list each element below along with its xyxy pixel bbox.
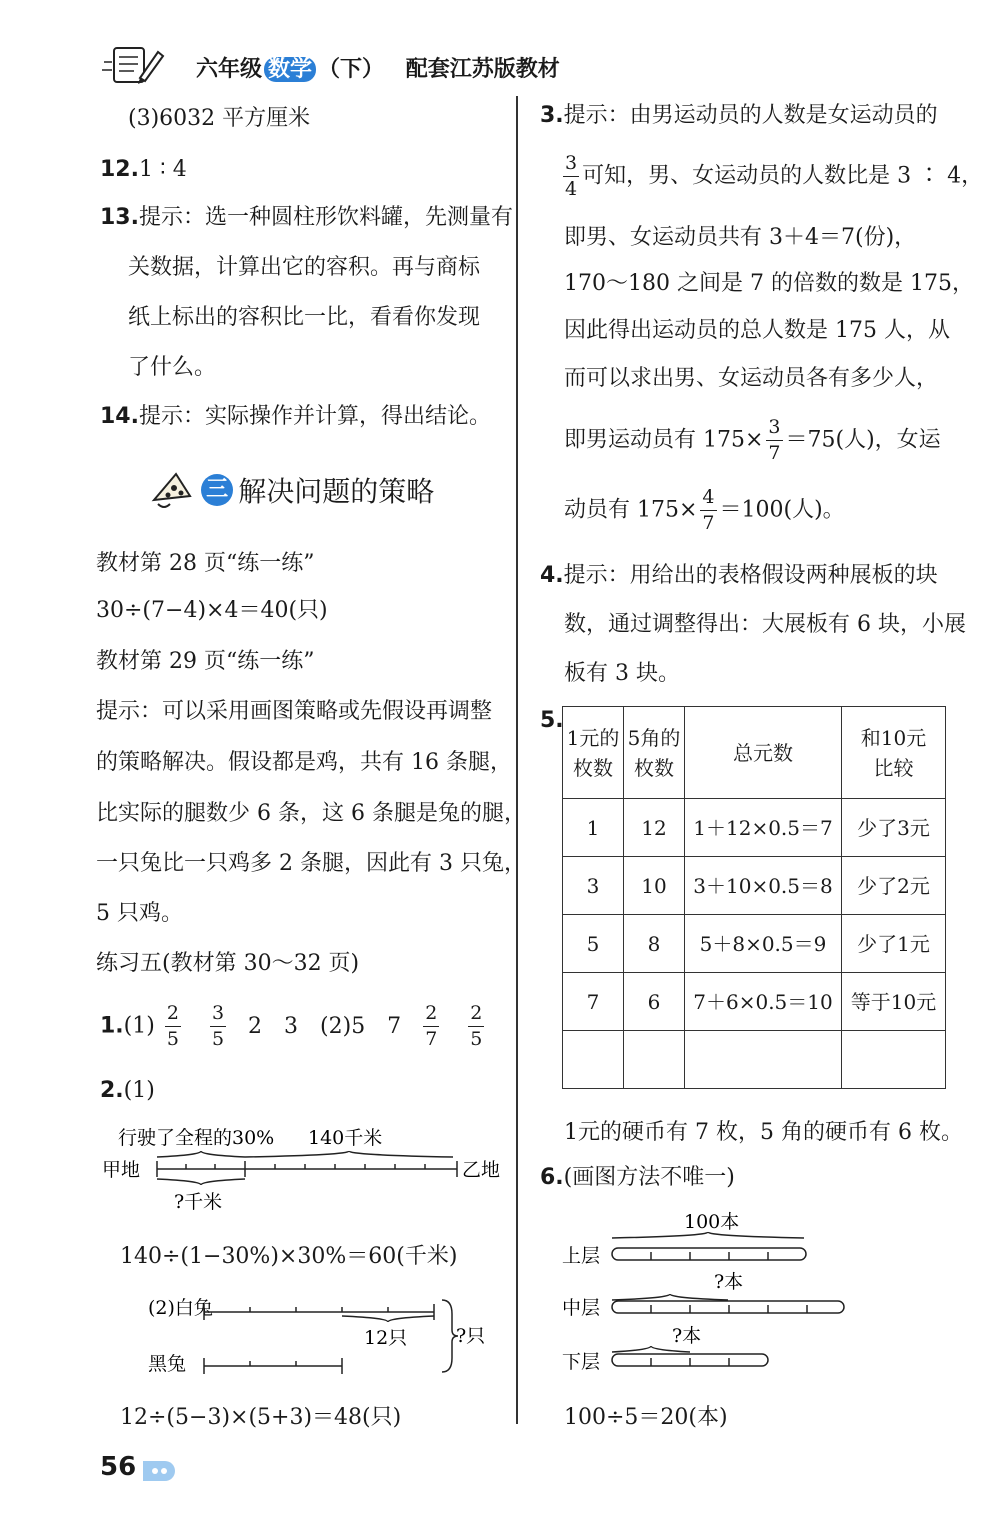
q2-number: 2. — [100, 1078, 124, 1103]
table-row — [563, 857, 946, 915]
q14-text: 提示：实际操作并计算，得出结论。 — [138, 404, 491, 429]
q6-answer: 100÷5＝20(本) — [564, 1405, 728, 1430]
q2 — [100, 1080, 155, 1102]
diagram-left-label: 甲地 — [102, 1159, 141, 1181]
q13-line-3: 纸上标出的容积比一比，看看你发现 — [128, 305, 481, 330]
lower-shelf-label: 下层 — [562, 1351, 601, 1373]
table-row — [563, 915, 946, 973]
section-number-badge: 三 — [201, 474, 233, 506]
q3-line-3: 即男、女运动员共有 3＋4＝7(份)， — [564, 225, 917, 250]
q5-answer: 1元的硬币有 7 枚，5 角的硬币有 6 枚。 — [564, 1120, 963, 1145]
table-header-cell: 总元数 — [685, 707, 842, 799]
header-edition: 配套江苏版教材 — [405, 57, 560, 82]
q3-fraction-2 — [766, 418, 782, 463]
section-title: 解决问题的策略 — [238, 475, 435, 508]
q2b-answer: 12÷(5−3)×(5+3)＝48(只) — [120, 1405, 402, 1430]
q3-line-8b: ＝100(人)。 — [719, 497, 845, 523]
p28-answer: 30÷(7−4)×4＝40(只) — [96, 598, 328, 623]
numerator: 4 — [700, 488, 716, 511]
table-cell: 少了3元 — [842, 799, 946, 857]
answer-line: (3)6032 平方厘米 — [128, 106, 311, 131]
q12-number: 12. — [100, 157, 139, 182]
table-cell — [685, 1031, 842, 1089]
table-cell: 少了2元 — [842, 857, 946, 915]
p28-heading: 教材第 28 页“练一练” — [96, 551, 315, 576]
header-term: （下） — [318, 57, 385, 82]
q14 — [100, 406, 491, 428]
denominator: 5 — [470, 1028, 483, 1050]
q6-number: 6. — [540, 1165, 564, 1190]
page-number-decoration-icon — [141, 1459, 175, 1483]
table-header-cell: 5角的 枚数 — [624, 707, 685, 799]
denominator: 7 — [425, 1028, 438, 1050]
q1-fraction-4 — [468, 1004, 484, 1049]
q4-number: 4. — [540, 563, 564, 588]
lower-question-label: ?本 — [672, 1325, 702, 1347]
table-cell: 少了1元 — [842, 915, 946, 973]
q1-fraction-3 — [423, 1004, 439, 1049]
q1-middle: 2 3 (2)5 7 — [248, 1013, 402, 1039]
p29-line-2: 的策略解决。假设都是鸡，共有 16 条腿， — [96, 750, 512, 775]
q3-line-7a: 即男运动员有 175× — [564, 427, 764, 453]
q3-fraction-3 — [700, 488, 716, 533]
table-cell: 5＋8×0.5＝9 — [685, 915, 842, 973]
q2-part-a: (1) — [123, 1078, 155, 1103]
table-cell: 1 — [563, 799, 624, 857]
q3-line-5: 因此得出运动员的总人数是 175 人，从 — [564, 318, 950, 343]
diagram-top-label-2: 140千米 — [308, 1127, 383, 1149]
page-number — [100, 1452, 175, 1483]
table-cell — [842, 1031, 946, 1089]
table-cell: 等于10元 — [842, 973, 946, 1031]
table-cell — [624, 1031, 685, 1089]
q3-line-1: 提示：由男运动员的人数是女运动员的 — [563, 103, 938, 128]
p29-line-5: 5 只鸡。 — [96, 901, 183, 926]
exercise-5-heading: 练习五(教材第 30～32 页) — [96, 951, 360, 976]
q5-number: 5. — [540, 708, 564, 733]
table-cell: 5 — [563, 915, 624, 973]
numerator: 3 — [563, 154, 579, 177]
q2a-answer: 140÷(1−30%)×30%＝60(千米) — [120, 1244, 458, 1269]
table-cell: 7 — [563, 973, 624, 1031]
header-subject: 数学 — [264, 57, 316, 82]
table-cell — [563, 1031, 624, 1089]
numerator: 2 — [468, 1004, 484, 1027]
table-cell: 1＋12×0.5＝7 — [685, 799, 842, 857]
q4-line-2: 数，通过调整得出：大展板有 6 块，小展 — [564, 612, 966, 637]
q3 — [540, 105, 938, 127]
numerator: 2 — [423, 1004, 439, 1027]
total-question-label: ?只 — [456, 1325, 486, 1347]
q1-fraction-2 — [210, 1004, 226, 1049]
q3-line-4: 170～180 之间是 7 的倍数的数是 175， — [564, 271, 974, 296]
table-header-cell: 和10元 比较 — [842, 707, 946, 799]
table-cell: 12 — [624, 799, 685, 857]
table-header-row — [563, 707, 946, 799]
q12-answer: 1 ∶ 4 — [138, 157, 187, 182]
coin-table — [562, 706, 946, 1089]
q13-line-1: 提示：选一种圆柱形饮料罐，先测量有 — [138, 205, 513, 230]
denominator: 4 — [565, 178, 578, 200]
column-divider — [516, 96, 518, 1424]
q6 — [540, 1167, 735, 1189]
q4 — [540, 565, 938, 587]
q1-part-a: (1) — [123, 1013, 155, 1039]
numerator: 3 — [766, 418, 782, 441]
table-row — [563, 799, 946, 857]
q1-number: 1. — [100, 1013, 124, 1039]
p29-line-4: 一只兔比一只鸡多 2 条腿，因此有 3 只兔， — [96, 851, 526, 876]
q3-line-7b: ＝75(人)，女运 — [785, 427, 941, 453]
middle-question-label: ?本 — [714, 1271, 744, 1293]
middle-shelf-label: 中层 — [562, 1297, 601, 1319]
q3-fraction — [563, 154, 579, 199]
q13 — [100, 207, 513, 229]
q12 — [100, 159, 187, 181]
page-number-text: 56 — [100, 1452, 137, 1482]
table-cell: 3 — [563, 857, 624, 915]
q6-title: (画图方法不唯一) — [563, 1165, 735, 1190]
q4-line-1: 提示：用给出的表格假设两种展板的块 — [563, 563, 938, 588]
q3-number: 3. — [540, 103, 564, 128]
q3-line-8 — [564, 488, 845, 533]
upper-shelf-label: 上层 — [562, 1245, 601, 1267]
q14-number: 14. — [100, 404, 139, 429]
q13-line-2: 关数据，计算出它的容积。再与商标 — [128, 255, 481, 280]
q3-line-8a: 动员有 175× — [564, 497, 698, 523]
p29-line-3: 比实际的腿数少 6 条，这 6 条腿是兔的腿， — [96, 801, 526, 826]
diagram-right-label: 乙地 — [462, 1159, 501, 1181]
p29-heading: 教材第 29 页“练一练” — [96, 649, 315, 674]
denominator: 7 — [702, 512, 715, 534]
q1-fraction-1 — [165, 1004, 181, 1049]
q13-number: 13. — [100, 205, 139, 230]
header-grade: 六年级 — [196, 57, 263, 82]
q3-line-6: 而可以求出男、女运动员各有多少人， — [564, 366, 939, 391]
q4-line-3: 板有 3 块。 — [564, 661, 680, 686]
table-cell: 8 — [624, 915, 685, 973]
table-header-cell: 1元的 枚数 — [563, 707, 624, 799]
table-cell: 6 — [624, 973, 685, 1031]
line-diagram-rabbits — [100, 1292, 520, 1382]
table-cell: 7＋6×0.5＝10 — [685, 973, 842, 1031]
table-row — [563, 1031, 946, 1089]
diagram-top-label-1: 行驶了全程的30% — [118, 1127, 275, 1149]
q3-line-7 — [564, 418, 941, 463]
denominator: 5 — [166, 1028, 179, 1050]
denominator: 5 — [211, 1028, 225, 1050]
line-diagram-distance — [100, 1124, 520, 1214]
notebook-pencil-icon — [100, 40, 172, 88]
q13-line-4: 了什么。 — [128, 355, 217, 380]
black-rabbit-label: 黑兔 — [148, 1353, 187, 1375]
diagram-question-label: ?千米 — [174, 1191, 223, 1213]
pizza-mascot-icon — [148, 466, 196, 514]
q1 — [100, 1004, 487, 1049]
line-diagram-books — [560, 1208, 860, 1378]
diagram-total-label: 100本 — [684, 1211, 740, 1233]
white-rabbit-label: (2)白兔 — [148, 1297, 213, 1319]
table-cell: 3＋10×0.5＝8 — [685, 857, 842, 915]
twelve-label: 12只 — [364, 1327, 408, 1349]
numerator: 2 — [165, 1004, 181, 1027]
table-row — [563, 973, 946, 1031]
q3-line-2-text: 可知，男、女运动员的人数比是 3 ∶ 4， — [582, 163, 984, 189]
numerator: 3 — [210, 1004, 226, 1027]
section-heading — [148, 466, 434, 514]
p29-line-1: 提示：可以采用画图策略或先假设再调整 — [96, 699, 493, 724]
header-title — [196, 52, 560, 83]
table-cell: 10 — [624, 857, 685, 915]
denominator: 7 — [768, 442, 781, 464]
q3-line-2 — [560, 154, 983, 199]
